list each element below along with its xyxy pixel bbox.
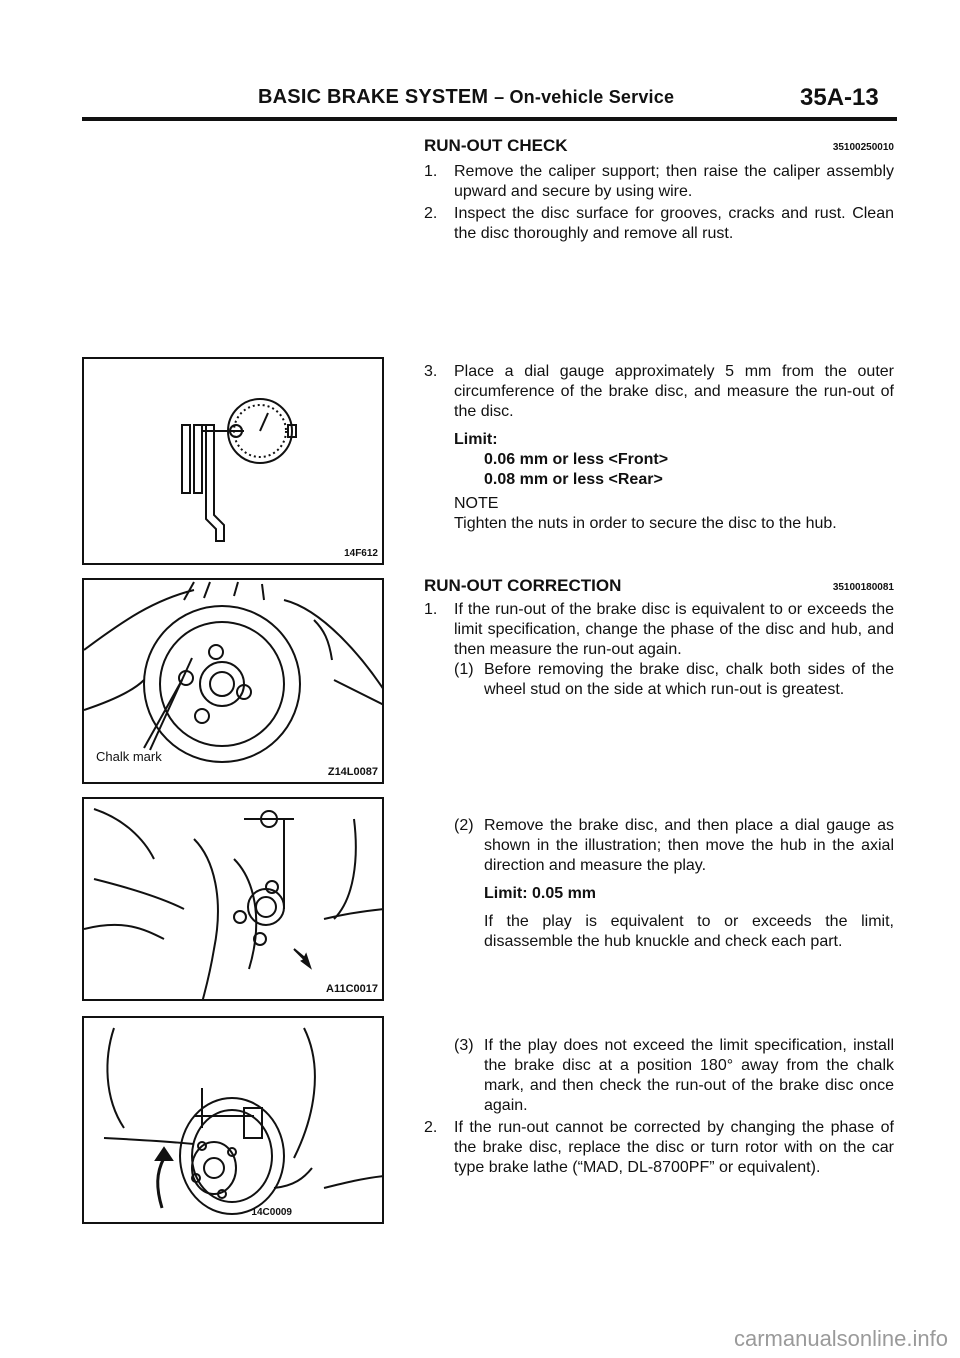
runout-check-title: RUN-OUT CHECK (424, 136, 568, 155)
header-subtitle: – On-vehicle Service (494, 87, 675, 107)
step-number: 2. (424, 205, 438, 222)
header-title-text: BASIC BRAKE SYSTEM (258, 86, 489, 108)
runout-correction-step-2 (424, 1118, 894, 1178)
runout-check-step-2 (424, 204, 894, 244)
figure-hub-play (82, 797, 384, 1001)
disc-rotation-illustration (84, 1018, 384, 1224)
runout-correction-step-1 (424, 600, 894, 660)
page-number: 35A-13 (800, 84, 879, 111)
play-text (484, 912, 894, 952)
limit-play: Limit: 0.05 mm (484, 885, 597, 902)
runout-check-code: 35100250010 (832, 142, 894, 153)
runout-correction-code: 35100180081 (832, 582, 894, 593)
note-label: NOTE (454, 495, 499, 512)
dial-gauge-illustration (84, 359, 384, 565)
runout-correction-title: RUN-OUT CORRECTION (424, 576, 622, 595)
step-number: 2. (424, 1119, 438, 1136)
runout-check-step-3 (424, 362, 894, 422)
figure-chalk-mark (82, 578, 384, 784)
substep-number: (3) (454, 1037, 474, 1054)
watermark: carmanualsonline.info (733, 1326, 948, 1351)
step-number: 1. (424, 601, 438, 618)
limit-label: Limit: (454, 431, 498, 448)
figure-code: A11C0017 (326, 983, 378, 995)
page-header-title (258, 86, 674, 109)
substep-text: If the play does not exceed the limit specification, install the brake disc at a position 180° away from the chalk mark, and then check the run-out of the brake disc once again. (484, 1037, 894, 1114)
substep-number: (2) (454, 817, 474, 834)
step-text: Place a dial gauge approximately 5 mm from the outer circumference of the brake disc, and measure the run-out of the disc. (454, 363, 894, 420)
runout-check-step-1 (424, 162, 894, 202)
figure-code: 14C0009 (251, 1207, 292, 1218)
step-text: If the run-out of the brake disc is equivalent to or exceeds the limit specification, change the phase of the disc and hub, and then measure the run-out again. (454, 601, 894, 658)
hub-play-illustration (84, 799, 384, 1001)
substep-text: Remove the brake disc, and then place a dial gauge as shown in the illustration; then move the hub in the axial direction and measure the play. (484, 817, 894, 874)
step-text: Remove the caliper support; then raise the caliper assembly upward and secure by using wire. (454, 163, 894, 200)
figure-code: 14F612 (344, 548, 378, 559)
step-number: 1. (424, 163, 438, 180)
substep-number: (1) (454, 661, 474, 678)
play-text-content: If the play is equivalent to or exceeds the limit, disassemble the hub knuckle and check each part. (484, 913, 894, 950)
runout-correction-substep-2 (454, 816, 894, 876)
step-number: 3. (424, 363, 438, 380)
step-text: Inspect the disc surface for grooves, cracks and rust. Clean the disc thoroughly and remove all rust. (454, 205, 894, 242)
chalk-mark-label: Chalk mark (96, 749, 162, 764)
figure-dial-gauge (82, 357, 384, 565)
step-text: If the run-out cannot be corrected by changing the phase of the brake disc, replace the disc or turn rotor with on the car type brake lathe (“MAD, DL-8700PF” or equivalent). (454, 1119, 894, 1176)
note-text: Tighten the nuts in order to secure the disc to the hub. (454, 515, 837, 532)
substep-text: Before removing the brake disc, chalk both sides of the wheel stud on the side at which run-out is greatest. (484, 661, 894, 698)
runout-correction-substep-1 (454, 660, 894, 700)
figure-disc-rotation (82, 1016, 384, 1224)
figure-code: Z14L0087 (327, 766, 378, 778)
limit-rear: 0.08 mm or less <Rear> (484, 471, 663, 488)
header-rule (82, 117, 897, 121)
limit-front: 0.06 mm or less <Front> (484, 451, 669, 468)
runout-correction-substep-3 (454, 1036, 894, 1116)
